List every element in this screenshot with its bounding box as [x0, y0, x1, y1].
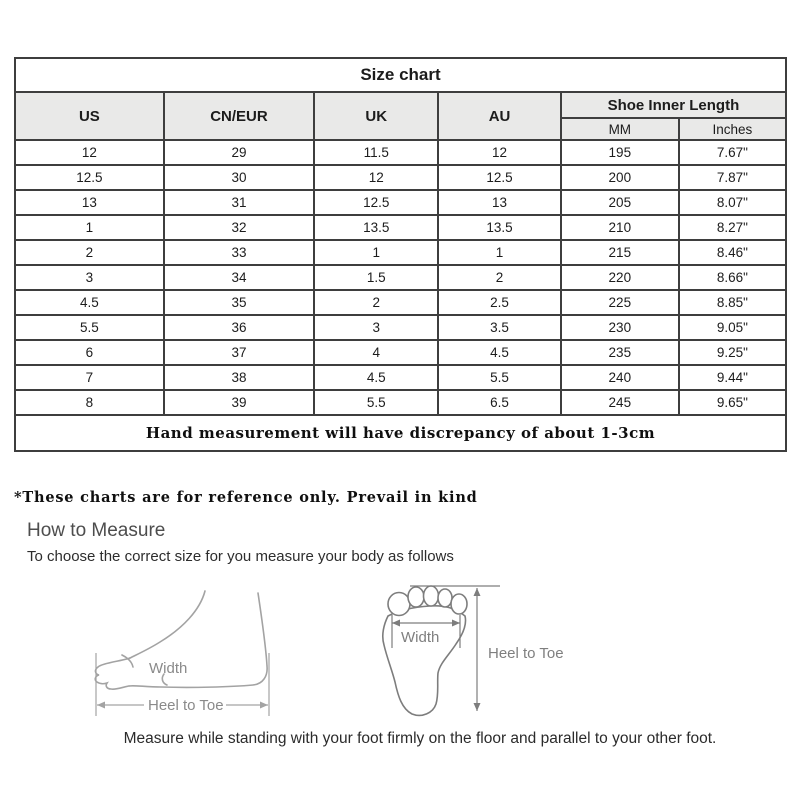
size-cell: 7.67" — [679, 140, 786, 165]
size-cell: 4.5 — [15, 290, 164, 315]
column-header-cn-eur: CN/EUR — [164, 92, 314, 140]
side-width-label: Width — [149, 660, 188, 677]
size-cell: 7 — [15, 365, 164, 390]
size-cell: 12.5 — [15, 165, 164, 190]
table-row — [15, 315, 786, 340]
size-cell: 1 — [438, 240, 561, 265]
footnote-row — [15, 415, 786, 451]
top-heel-to-toe-label: Heel to Toe — [488, 645, 564, 662]
size-cell: 11.5 — [314, 140, 438, 165]
size-cell: 13.5 — [438, 215, 561, 240]
size-cell: 2.5 — [438, 290, 561, 315]
table-row — [15, 290, 786, 315]
table-row — [15, 340, 786, 365]
size-cell: 12 — [438, 140, 561, 165]
size-cell: 210 — [561, 215, 679, 240]
column-header-inches: Inches — [679, 118, 786, 140]
size-cell: 1 — [15, 215, 164, 240]
size-cell: 9.44" — [679, 365, 786, 390]
column-header-au: AU — [438, 92, 561, 140]
size-cell: 38 — [164, 365, 314, 390]
size-cell: 195 — [561, 140, 679, 165]
table-row — [15, 240, 786, 265]
size-cell: 8.46" — [679, 240, 786, 265]
size-cell: 220 — [561, 265, 679, 290]
size-cell: 8.85" — [679, 290, 786, 315]
size-cell: 1 — [314, 240, 438, 265]
reference-only-note: *These charts are for reference only. Prevail in kind — [14, 489, 478, 506]
table-row — [15, 165, 786, 190]
size-cell: 245 — [561, 390, 679, 415]
table-row — [15, 390, 786, 415]
size-cell: 37 — [164, 340, 314, 365]
size-cell: 8 — [15, 390, 164, 415]
size-cell: 230 — [561, 315, 679, 340]
size-cell: 3 — [314, 315, 438, 340]
size-cell: 2 — [438, 265, 561, 290]
top-view-foot-diagram — [375, 570, 585, 725]
size-cell: 9.25" — [679, 340, 786, 365]
size-cell: 215 — [561, 240, 679, 265]
size-cell: 39 — [164, 390, 314, 415]
size-cell: 36 — [164, 315, 314, 340]
size-cell: 3.5 — [438, 315, 561, 340]
size-cell: 7.87" — [679, 165, 786, 190]
size-cell: 2 — [314, 290, 438, 315]
column-header-uk: UK — [314, 92, 438, 140]
footprint-outline — [383, 586, 467, 715]
size-cell: 2 — [15, 240, 164, 265]
size-cell: 1.5 — [314, 265, 438, 290]
size-cell: 13 — [438, 190, 561, 215]
size-chart-title: Size chart — [15, 58, 786, 92]
table-row — [15, 215, 786, 240]
size-cell: 6.5 — [438, 390, 561, 415]
size-cell: 30 — [164, 165, 314, 190]
table-row — [15, 190, 786, 215]
table-row — [15, 265, 786, 290]
size-cell: 4.5 — [314, 365, 438, 390]
size-cell: 225 — [561, 290, 679, 315]
size-cell: 8.66" — [679, 265, 786, 290]
size-cell: 205 — [561, 190, 679, 215]
size-cell: 4.5 — [438, 340, 561, 365]
side-heel-to-toe-label: Heel to Toe — [148, 697, 224, 714]
size-table-body — [15, 140, 786, 415]
size-cell: 5.5 — [314, 390, 438, 415]
column-header-mm: MM — [561, 118, 679, 140]
header-row — [15, 92, 786, 118]
size-cell: 200 — [561, 165, 679, 190]
size-cell: 5.5 — [15, 315, 164, 340]
size-cell: 31 — [164, 190, 314, 215]
size-cell: 13.5 — [314, 215, 438, 240]
size-cell: 12 — [15, 140, 164, 165]
title-row — [15, 58, 786, 92]
size-chart-table — [14, 57, 787, 452]
size-cell: 5.5 — [438, 365, 561, 390]
table-row — [15, 365, 786, 390]
size-cell: 29 — [164, 140, 314, 165]
how-to-measure-heading: How to Measure — [27, 520, 166, 541]
size-cell: 9.65" — [679, 390, 786, 415]
measure-instruction-caption: Measure while standing with your foot firmly on the floor and parallel to your other foot. — [123, 730, 717, 747]
size-cell: 12.5 — [314, 190, 438, 215]
size-cell: 13 — [15, 190, 164, 215]
size-cell: 33 — [164, 240, 314, 265]
size-cell: 32 — [164, 215, 314, 240]
size-cell: 235 — [561, 340, 679, 365]
column-header-us: US — [15, 92, 164, 140]
column-header-inner-length: Shoe Inner Length — [561, 92, 786, 118]
size-cell: 240 — [561, 365, 679, 390]
size-cell: 35 — [164, 290, 314, 315]
size-cell: 12 — [314, 165, 438, 190]
size-cell: 12.5 — [438, 165, 561, 190]
measurement-discrepancy-note: Hand measurement will have discrepancy of about 1-3cm — [15, 415, 786, 451]
size-cell: 8.27" — [679, 215, 786, 240]
size-cell: 9.05" — [679, 315, 786, 340]
side-view-foot-diagram — [86, 578, 286, 730]
size-cell: 34 — [164, 265, 314, 290]
size-cell: 8.07" — [679, 190, 786, 215]
top-width-label: Width — [401, 629, 440, 646]
how-to-measure-subtitle: To choose the correct size for you measure your body as follows — [27, 548, 454, 565]
table-row — [15, 140, 786, 165]
size-cell: 6 — [15, 340, 164, 365]
size-cell: 4 — [314, 340, 438, 365]
size-cell: 3 — [15, 265, 164, 290]
